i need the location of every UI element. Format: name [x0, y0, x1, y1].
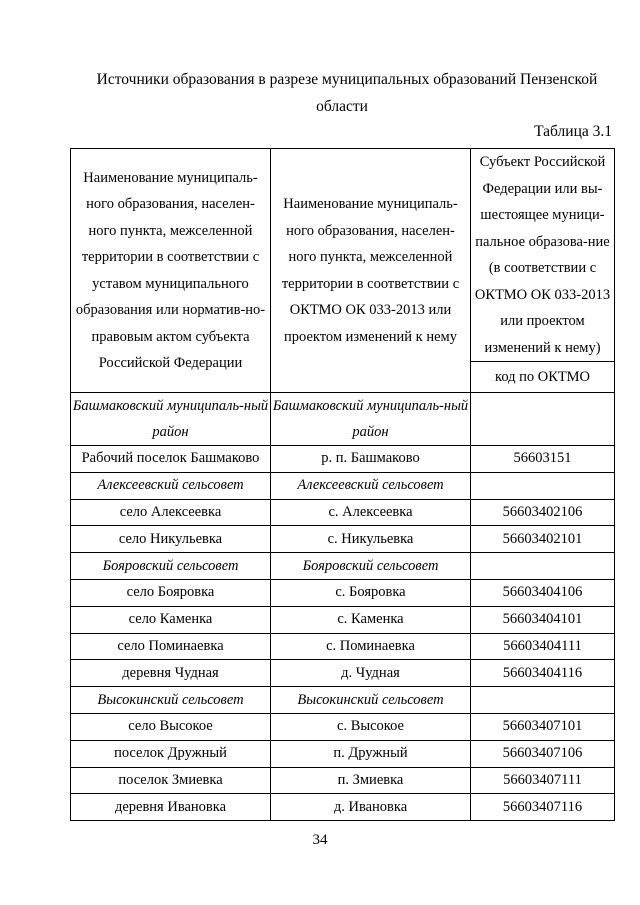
cell-charter-name: Башмаковский муниципаль-ный район	[71, 393, 271, 446]
cell-oktmo-code: 56603407101	[471, 713, 615, 740]
cell-oktmo-code	[471, 393, 615, 446]
cell-oktmo-name: Бояровский сельсовет	[271, 553, 471, 580]
header-parent-entity: Субъект Российской Федерации или вы-шестоящее муници-пальное образова-ние (в соответствии с ОКТМО ОК 033-2013 или проектом изменений к нему)	[471, 149, 615, 362]
cell-charter-name: Высокинский сельсовет	[71, 687, 271, 714]
cell-oktmo-name: Алексеевский сельсовет	[271, 472, 471, 499]
cell-charter-name: Рабочий поселок Башмаково	[71, 446, 271, 473]
cell-oktmo-code: 56603407116	[471, 794, 615, 821]
cell-oktmo-name: д. Чудная	[271, 660, 471, 687]
cell-charter-name: село Каменка	[71, 606, 271, 633]
table-title-line-1: Источники образования в разрезе муниципальных образований Пензенской	[96, 71, 598, 88]
table-row	[71, 393, 615, 446]
cell-oktmo-name: п. Змиевка	[271, 767, 471, 794]
cell-oktmo-code	[471, 472, 615, 499]
cell-oktmo-code	[471, 687, 615, 714]
cell-oktmo-code: 56603407111	[471, 767, 615, 794]
cell-oktmo-name: с. Бояровка	[271, 579, 471, 606]
cell-oktmo-name: с. Алексеевка	[271, 499, 471, 526]
cell-oktmo-code: 56603151	[471, 446, 615, 473]
table-title	[70, 66, 614, 120]
cell-oktmo-code: 56603402106	[471, 499, 615, 526]
table-row	[71, 472, 615, 499]
table-header-row	[71, 149, 615, 362]
cell-oktmo-code: 56603404101	[471, 606, 615, 633]
header-charter-name: Наименование муниципаль-ного образования, населен-ного пункта, межселенной территории в соответствии с уставом муниципального образования или норматив-но-правовым актом субъекта Российской Федерации	[71, 149, 271, 393]
cell-charter-name: Бояровский сельсовет	[71, 553, 271, 580]
table-row	[71, 687, 615, 714]
cell-charter-name: деревня Ивановка	[71, 794, 271, 821]
cell-oktmo-name: с. Никульевка	[271, 526, 471, 553]
cell-oktmo-name: Башмаковский муниципаль-ный район	[271, 393, 471, 446]
table-title-line-2: области	[316, 98, 368, 115]
cell-charter-name: деревня Чудная	[71, 660, 271, 687]
header-oktmo-code: код по ОКТМО	[471, 362, 615, 393]
table-row	[71, 553, 615, 580]
table-row	[71, 499, 615, 526]
table-row	[71, 526, 615, 553]
cell-charter-name: село Поминаевка	[71, 633, 271, 660]
cell-oktmo-code: 56603402101	[471, 526, 615, 553]
table-row	[71, 446, 615, 473]
cell-oktmo-name: р. п. Башмаково	[271, 446, 471, 473]
oktmo-table	[70, 148, 615, 821]
cell-oktmo-name: с. Каменка	[271, 606, 471, 633]
cell-oktmo-name: Высокинский сельсовет	[271, 687, 471, 714]
table-row	[71, 633, 615, 660]
table-row	[71, 740, 615, 767]
cell-oktmo-code: 56603404106	[471, 579, 615, 606]
table-row	[71, 579, 615, 606]
cell-charter-name: поселок Дружный	[71, 740, 271, 767]
table-row	[71, 606, 615, 633]
table-row	[71, 660, 615, 687]
cell-charter-name: село Высокое	[71, 713, 271, 740]
table-row	[71, 713, 615, 740]
cell-charter-name: село Бояровка	[71, 579, 271, 606]
cell-oktmo-code: 56603404116	[471, 660, 615, 687]
cell-charter-name: Алексеевский сельсовет	[71, 472, 271, 499]
cell-oktmo-name: д. Ивановка	[271, 794, 471, 821]
cell-charter-name: поселок Змиевка	[71, 767, 271, 794]
page-number: 34	[312, 832, 328, 848]
table-row	[71, 794, 615, 821]
header-oktmo-name: Наименование муниципаль-ного образования, населен-ного пункта, межселенной территории в соответствии с ОКТМО ОК 033-2013 или проектом изменений к нему	[271, 149, 471, 393]
table-row	[71, 767, 615, 794]
cell-oktmo-name: с. Поминаевка	[271, 633, 471, 660]
cell-oktmo-code: 56603404111	[471, 633, 615, 660]
cell-oktmo-code	[471, 553, 615, 580]
table-caption: Таблица 3.1	[534, 123, 612, 140]
cell-charter-name: село Алексеевка	[71, 499, 271, 526]
cell-oktmo-code: 56603407106	[471, 740, 615, 767]
cell-oktmo-name: с. Высокое	[271, 713, 471, 740]
cell-oktmo-name: п. Дружный	[271, 740, 471, 767]
cell-charter-name: село Никульевка	[71, 526, 271, 553]
